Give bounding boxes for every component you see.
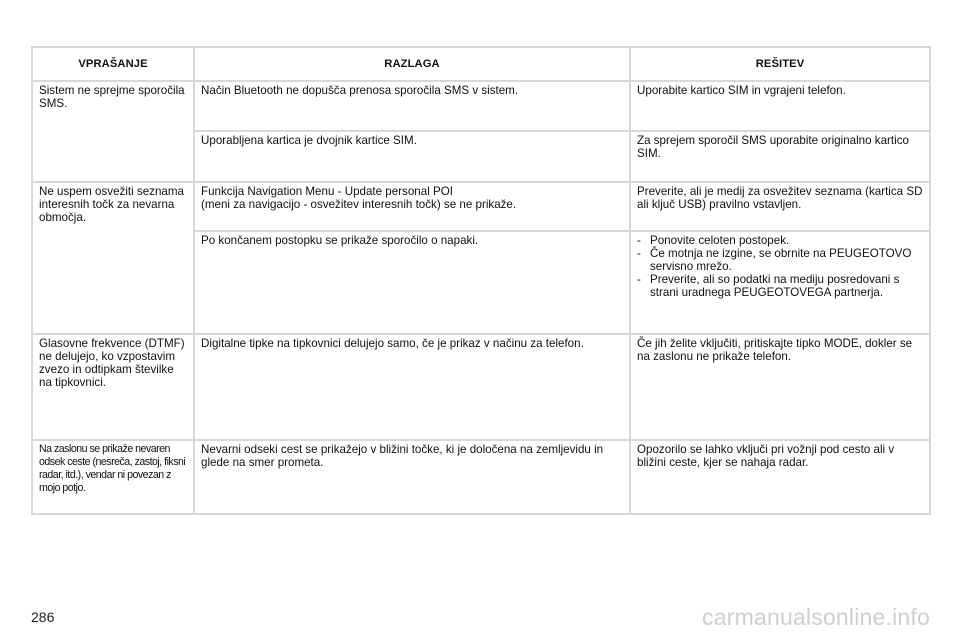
question-cell: Ne uspem osvežiti seznama interesnih točk za nevarna območja. bbox=[32, 182, 194, 334]
table-row bbox=[32, 182, 930, 231]
solution-cell: Za sprejem sporočil SMS uporabite originalno kartico SIM. bbox=[630, 131, 930, 182]
solution-cell: Opozorilo se lahko vključi pri vožnji pod cesto ali v bližini ceste, kjer se nahaja radar. bbox=[630, 440, 930, 514]
question-cell: Glasovne frekvence (DTMF) ne delujejo, ko vzpostavim zvezo in odtipkam številke na tipkovnici. bbox=[32, 334, 194, 440]
header-explanation: RAZLAGA bbox=[194, 47, 630, 81]
explanation-cell bbox=[194, 182, 630, 231]
solution-list bbox=[637, 234, 923, 299]
list-item: - Preverite, ali so podatki na mediju posredovani s strani uradnega PEUGEOTOVEGA partnerja. bbox=[637, 273, 923, 299]
explanation-cell: Po končanem postopku se prikaže sporočilo o napaki. bbox=[194, 231, 630, 334]
explanation-cell: Način Bluetooth ne dopušča prenosa sporočila SMS v sistem. bbox=[194, 81, 630, 131]
explanation-line: Funkcija Navigation Menu - Update personal POI bbox=[201, 185, 453, 198]
solution-cell: Preverite, ali je medij za osvežitev seznama (kartica SD ali ključ USB) pravilno vstavljen. bbox=[630, 182, 930, 231]
solution-cell: Če jih želite vključiti, pritiskajte tipko MODE, dokler se na zaslonu ne prikaže telefon. bbox=[630, 334, 930, 440]
question-cell: Sistem ne sprejme sporočila SMS. bbox=[32, 81, 194, 182]
solution-cell: Uporabite kartico SIM in vgrajeni telefon. bbox=[630, 81, 930, 131]
explanation-line: (meni za navigacijo - osvežitev interesnih točk) se ne prikaže. bbox=[201, 198, 517, 211]
question-cell: Na zaslonu se prikaže nevaren odsek ceste (nesreča, zastoj, fiksni radar, itd.), vendar ni povezan z mojo potjo. bbox=[32, 440, 194, 514]
header-solution: REŠITEV bbox=[630, 47, 930, 81]
table-header-row bbox=[32, 47, 930, 81]
explanation-cell: Uporabljena kartica je dvojnik kartice SIM. bbox=[194, 131, 630, 182]
table-row bbox=[32, 334, 930, 440]
watermark: carmanualsonline.info bbox=[702, 604, 930, 630]
solution-cell bbox=[630, 231, 930, 334]
explanation-cell: Digitalne tipke na tipkovnici delujejo samo, če je prikaz v načinu za telefon. bbox=[194, 334, 630, 440]
list-item: - Ponovite celoten postopek. bbox=[637, 234, 923, 247]
table-row bbox=[32, 81, 930, 131]
table-row bbox=[32, 440, 930, 514]
troubleshooting-table bbox=[31, 46, 931, 515]
header-question: VPRAŠANJE bbox=[32, 47, 194, 81]
explanation-cell: Nevarni odseki cest se prikažejo v bližini točke, ki je določena na zemljevidu in glede na smer prometa. bbox=[194, 440, 630, 514]
list-item: - Če motnja ne izgine, se obrnite na PEUGEOTOVO servisno mrežo. bbox=[637, 247, 923, 273]
page-number: 286 bbox=[31, 609, 55, 625]
